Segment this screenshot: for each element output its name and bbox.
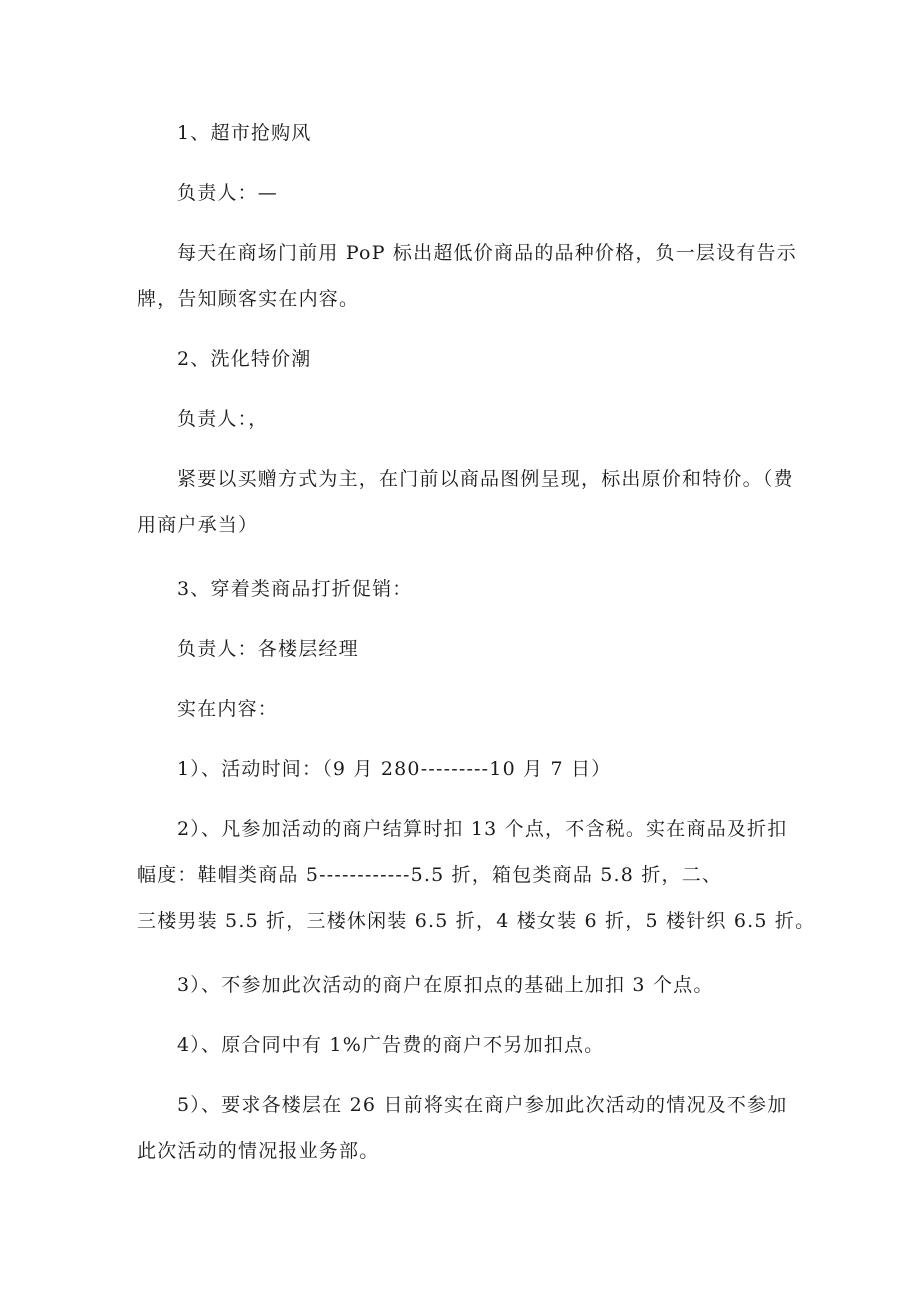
item-3: 3）、不参加此次活动的商户在原扣点的基础上加扣 3 个点。: [177, 974, 714, 996]
section-1-body-line-1: 每天在商场门前用 PoP 标出超低价商品的品种价格，负一层设有告示: [177, 242, 797, 264]
section-1-body-line-2: 牌，告知顾客实在内容。: [137, 288, 360, 310]
section-3-title: 3、穿着类商品打折促销：: [177, 578, 413, 600]
section-2-title: 2、洗化特价潮: [177, 348, 312, 370]
section-2-body-line-1: 紧要以买赠方式为主，在门前以商品图例呈现，标出原价和特价。（费: [177, 468, 794, 490]
section-2-body-line-2: 用商户承当）: [137, 514, 259, 536]
section-1-title: 1、超市抢购风: [177, 122, 312, 144]
section-1-owner: 负责人：—: [177, 182, 279, 204]
section-3-owner: 负责人：各楼层经理: [177, 638, 359, 660]
section-2-owner: 负责人：，: [177, 408, 269, 430]
item-1-activity-time: 1）、活动时间：（9 月 280---------10 月 7 日）: [177, 758, 612, 780]
item-4: 4）、原合同中有 1%广告费的商户不另加扣点。: [177, 1034, 605, 1056]
item-5-line-2: 此次活动的情况报业务部。: [137, 1140, 380, 1162]
item-5-line-1: 5）、要求各楼层在 26 日前将实在商户参加此次活动的情况及不参加: [177, 1094, 788, 1116]
item-2-line-1: 2）、凡参加活动的商户结算时扣 13 个点，不含税。实在商品及折扣: [177, 818, 788, 840]
section-3-content-label: 实在内容：: [177, 698, 279, 720]
item-2-line-2: 幅度：鞋帽类商品 5------------5.5 折，箱包类商品 5.8 折，二、: [137, 864, 723, 886]
item-2-line-3: 三楼男装 5.5 折，三楼休闲装 6.5 折，4 楼女装 6 折，5 楼针织 6.5 折。: [137, 910, 816, 932]
